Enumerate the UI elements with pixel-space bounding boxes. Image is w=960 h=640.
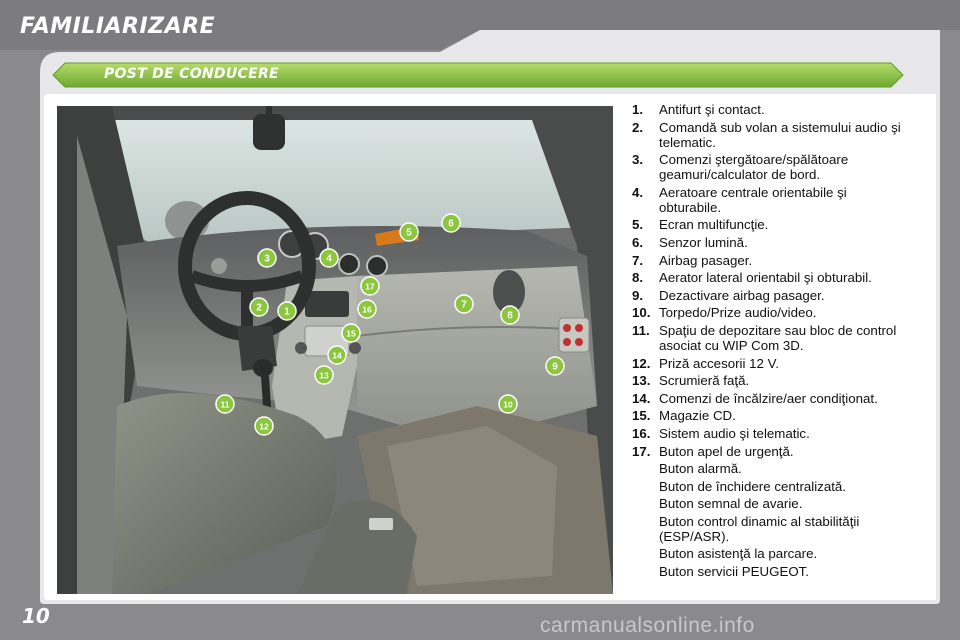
callout-label: 9 <box>552 361 558 373</box>
callout-10 <box>499 395 517 413</box>
legend-item-number: 12. <box>632 355 651 371</box>
legend-item <box>632 185 902 215</box>
legend-item-number: 7. <box>632 252 644 268</box>
callout-16 <box>358 300 376 318</box>
callout-label: 4 <box>326 253 332 265</box>
legend-item <box>632 356 902 371</box>
callout-label: 15 <box>346 328 356 339</box>
callout-label: 1 <box>284 306 290 318</box>
legend-item-number: 3. <box>632 152 644 168</box>
legend-item-text: Antifurt şi contact. <box>659 102 765 117</box>
legend-item-number: 4. <box>632 184 644 200</box>
legend-item <box>632 235 902 250</box>
legend-item-number: 17. <box>632 443 651 459</box>
callout-13 <box>315 366 333 384</box>
legend-item <box>632 444 902 459</box>
legend-item <box>632 305 902 320</box>
callout-label: 2 <box>256 302 262 314</box>
legend-item-text: Aerator lateral orientabil şi obturabil. <box>659 270 872 286</box>
callout-label: 10 <box>503 399 513 410</box>
legend-item-text: Senzor lumină. <box>659 234 748 250</box>
callout-6 <box>442 214 460 232</box>
legend-item-text: Buton apel de urgenţă. <box>659 443 794 459</box>
callout-label: 13 <box>319 370 329 381</box>
callout-label: 17 <box>365 281 375 292</box>
legend-item <box>632 408 902 423</box>
callout-14 <box>328 346 346 364</box>
callout-4 <box>320 249 338 267</box>
legend-item-number: 10. <box>632 305 651 321</box>
legend-item <box>632 217 902 232</box>
callout-9 <box>546 357 564 375</box>
page-title: FAMILIARIZARE <box>20 14 216 39</box>
legend-item-number: 14. <box>632 390 651 406</box>
legend-item-text: Comenzi de încălzire/aer condiţionat. <box>659 390 878 406</box>
legend-sub-item: Buton semnal de avarie. <box>659 496 803 512</box>
legend-item <box>632 270 902 285</box>
legend-item-number: 9. <box>632 287 644 303</box>
legend-item-text: Dezactivare airbag pasager. <box>659 287 825 303</box>
legend-item <box>632 391 902 406</box>
callout-12 <box>255 417 273 435</box>
callout-11 <box>216 395 234 413</box>
legend-item-text: Comenzi ştergătoare/spălătoare geamuri/calculator de bord. <box>659 152 849 183</box>
callout-1 <box>278 302 296 320</box>
legend-item-text: Aeratoare centrale orientabile şi obturabile. <box>659 184 847 215</box>
legend-item-number: 5. <box>632 217 644 233</box>
legend-item <box>632 253 902 268</box>
legend-sub-item: Buton alarmă. <box>659 461 742 477</box>
legend-sub-item: Buton control dinamic al stabilităţii (ESP/ASR). <box>659 513 860 544</box>
legend-item-number: 15. <box>632 408 651 424</box>
legend-item-text: Torpedo/Prize audio/video. <box>659 305 817 321</box>
legend-item-text: Airbag pasager. <box>659 252 753 268</box>
callout-8 <box>501 306 519 324</box>
legend-sub-items <box>632 461 902 579</box>
callout-17 <box>361 277 379 295</box>
callout-label: 8 <box>507 310 513 322</box>
legend-item-text: Ecran multifuncţie. <box>659 217 769 233</box>
legend-sub-item: Buton asistenţă la parcare. <box>659 546 818 562</box>
callout-layer <box>57 106 613 594</box>
legend-sub-item: Buton de închidere centralizată. <box>659 478 847 494</box>
callout-label: 5 <box>406 227 412 239</box>
legend-item <box>632 152 902 182</box>
legend-item-number: 6. <box>632 234 644 250</box>
legend-item-text: Magazie CD. <box>659 408 736 424</box>
legend-item-number: 2. <box>632 119 644 135</box>
page-number: 10 <box>22 604 50 628</box>
legend-sub-item: Buton servicii PEUGEOT. <box>659 564 810 580</box>
legend-item <box>632 120 902 150</box>
legend-item-number: 11. <box>632 322 650 338</box>
legend-item <box>632 426 902 441</box>
watermark: carmanualsonline.info <box>540 614 755 637</box>
legend-item-text: Priză accesorii 12 V. <box>659 355 779 371</box>
callout-label: 7 <box>461 299 467 311</box>
callout-label: 11 <box>220 399 230 410</box>
section-title: POST DE CONDUCERE <box>104 66 279 82</box>
legend-item-text: Sistem audio şi telematic. <box>659 425 810 441</box>
legend-item-number: 16. <box>632 425 651 441</box>
callout-label: 14 <box>332 350 342 361</box>
legend <box>632 102 902 582</box>
legend-item <box>632 288 902 303</box>
legend-item <box>632 373 902 388</box>
legend-item-number: 13. <box>632 373 651 389</box>
callout-label: 3 <box>264 253 270 265</box>
legend-item-number: 8. <box>632 270 644 286</box>
callout-2 <box>250 298 268 316</box>
legend-items <box>632 102 902 459</box>
legend-item-text: Comandă sub volan a sistemului audio şi telematic. <box>659 119 901 150</box>
callout-3 <box>258 249 276 267</box>
callout-5 <box>400 223 418 241</box>
legend-item <box>632 323 902 353</box>
callout-label: 12 <box>259 421 269 432</box>
callout-15 <box>342 324 360 342</box>
callout-label: 16 <box>362 304 372 315</box>
legend-item <box>632 102 902 117</box>
legend-item-text: Scrumieră faţă. <box>659 373 750 389</box>
legend-item-text: Spaţiu de depozitare sau bloc de control asociat cu WIP Com 3D. <box>659 322 897 353</box>
legend-item-number: 1. <box>632 102 644 117</box>
callout-label: 6 <box>448 218 454 230</box>
callout-7 <box>455 295 473 313</box>
